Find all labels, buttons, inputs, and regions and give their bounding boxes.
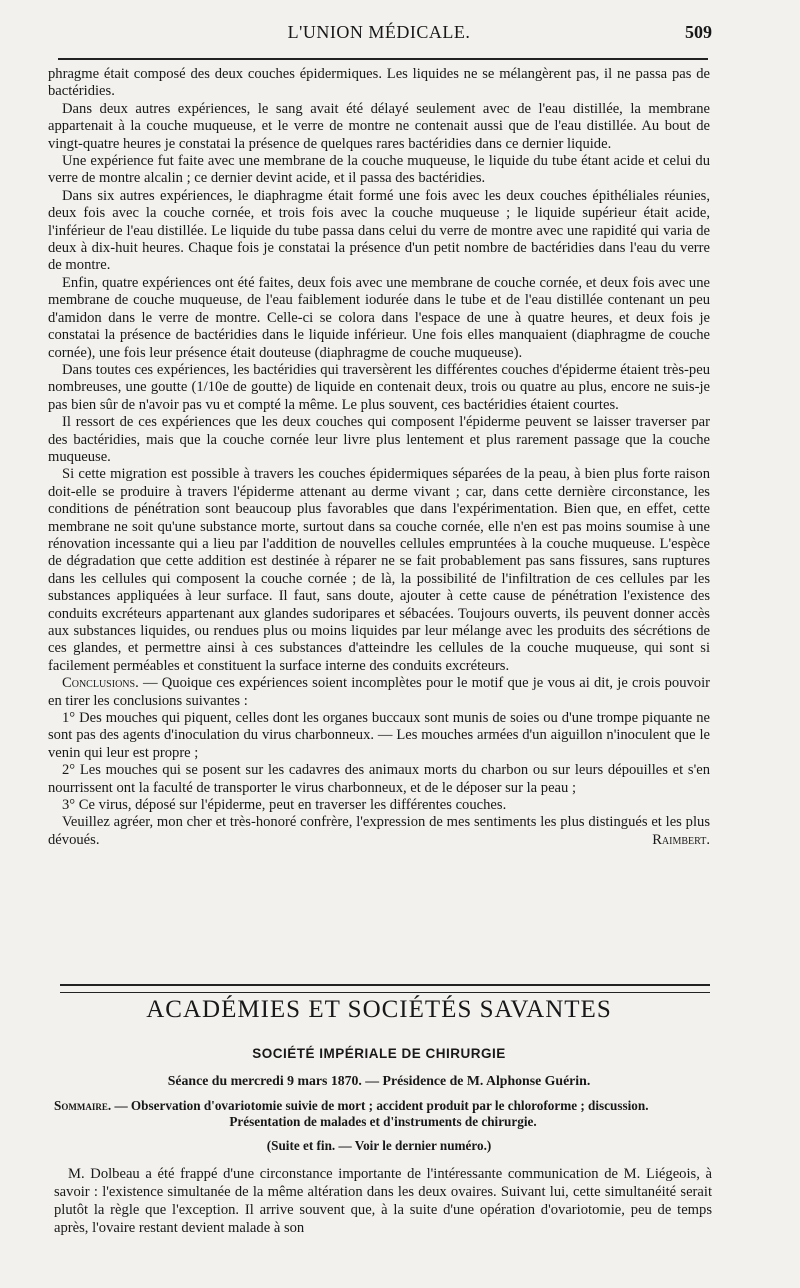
conclusions-text: — Quoique ces expériences soient incomplètes pour le motif que je vous ai dit, je crois pouvoir en tirer les conclusions suivantes : [48, 675, 710, 709]
conclusions-paragraph [48, 675, 710, 710]
conclusion-item: 1° Des mouches qui piquent, celles dont les organes buccaux sont munis de soies ou d'une trompe piquante ne sont pas des agents d'inoculation du virus charbonneux. — Les mouches armées d'un aiguillon n'inoculent que le venin qui leur est propre ; [48, 710, 710, 761]
header-rule [58, 58, 708, 60]
paragraph: Enfin, quatre expériences ont été faites, deux fois avec une membrane de couche cornée, et deux fois avec une membrane de couche muqueuse, de l'eau faiblement iodurée dans le tube et de l'eau distillée contenant un peu d'amidon dans le verre de montre. Celle-ci se colora dans l'espace de une à quatre heures, et deux fois je constatai la présence de bactéridies dans le liquide inférieur. Une fois elles manquaient (diaphragme de couche cornée), une fois leur présence était douteuse (diaphragme de couche muqueuse). [48, 274, 710, 361]
conclusions-label: Conclusions. [62, 675, 139, 692]
page-number: 509 [685, 22, 712, 42]
sommaire-line-2: Présentation de malades et d'instruments de chirurgie. [229, 1114, 537, 1129]
section-divider [60, 984, 710, 993]
paragraph: Dans deux autres expériences, le sang avait été délayé seulement avec de l'eau distillée, la membrane appartenait à la couche muqueuse, et le verre de montre ne contenait aussi que de l'eau distillée. Au bout de vingt-quatre heures je constatai la présence de quelques rares bactéridies dans ce dernier liquide. [48, 100, 710, 152]
sommaire-label: Sommaire. [54, 1098, 112, 1113]
sommaire-line-1: — Observation d'ovariotomie suivie de mort ; accident produit par le chloroforme ; discussion. [111, 1098, 649, 1113]
author-signature: Raimbert. [652, 831, 710, 848]
conclusion-item: 3° Ce virus, déposé sur l'épiderme, peut en traverser les différentes couches. [62, 797, 507, 814]
closing-paragraph [48, 814, 710, 849]
paragraph: Il ressort de ces expériences que les deux couches qui composent l'épiderme peuvent se laisser traverser par des bactéridies, mais que la couche cornée leur livre plus lentement et plus rarement passage que la couche muqueuse. [48, 414, 710, 465]
suite-note: (Suite et fin. — Voir le dernier numéro.) [266, 1138, 492, 1153]
sommaire [54, 1098, 712, 1130]
section-heading: ACADÉMIES ET SOCIÉTÉS SAVANTES [146, 996, 612, 1023]
closing-text: Veuillez agréer, mon cher et très-honoré confrère, l'expression de mes sentiments les plus distingués et les plus dévoués. [48, 814, 710, 848]
running-head [46, 22, 712, 48]
paragraph: Si cette migration est possible à travers les couches épidermiques séparées de la peau, à bien plus forte raison doit-elle se produire à travers l'épiderme attenant au derme vivant ; car, dans cette dernière circonstance, les conditions de pénétration sont beaucoup plus favorables que dans l'expérimentation. Bien que, en effet, cette membrane ne soit qu'une substance morte, surtout dans sa couche cornée, elle n'en est pas moins soumise à une rénovation incessante qui a lieu par l'addition de nouvelles cellules empruntées à la couche muqueuse. L'espèce de dégradation que cette addition est destinée à réparer ne se fait probablement pas sans fissures, sans ruptures dans les cellules qui composent la couche cornée ; de là, la possibilité de l'infiltration de ces cellules par les substances appliquées à leur surface. Il faut, sans doute, ajouter à cette cause de pénétration l'existence des conduits excréteurs appartenant aux glandes sudoripares et sébacées. Toujours ouverts, ils peuvent donner accès aux substances liquides, ou rendues plus ou moins liquides par leur mélange avec les produits des sécrétions de ces glandes, et permettre ainsi à ces substances d'atteindre les cellules de la couche muqueuse, qui sont si facilement perméables et constituent la surface interne des conduits excréteurs. [48, 466, 710, 674]
paragraph: Une expérience fut faite avec une membrane de la couche muqueuse, le liquide du tube étant acide et celui du verre de montre alcalin ; ce dernier devint acide, et il passa des bactéridies. [48, 153, 710, 187]
session-report [54, 1165, 712, 1237]
paragraph: Dans toutes ces expériences, les bactéridies qui traversèrent les différentes couches d'épiderme étaient très-peu nombreuses, une goutte (1/10e de goutte) de liquide en contenait deux, trois ou quatre au plus, encore ne suis-je pas bien sûr de n'avoir pas vu et compté la même. Le plus souvent, ces bactéridies étaient courtes. [48, 361, 710, 413]
paragraph: phragme était composé des deux couches épidermiques. Les liquides ne se mélangèrent pas, il ne passa pas de bactéridies. [48, 66, 710, 100]
society-heading: SOCIÉTÉ IMPÉRIALE DE CHIRURGIE [252, 1046, 506, 1061]
running-title: L'UNION MÉDICALE. [287, 22, 471, 42]
conclusion-item: 2° Les mouches qui se posent sur les cadavres des animaux morts du charbon ou sur leurs dépouilles et s'en nourrissent ont la faculté de transporter le virus charbonneux, et de le déposer sur la peau ; [48, 762, 710, 796]
session-line: Séance du mercredi 9 mars 1870. — Présidence de M. Alphonse Guérin. [167, 1073, 591, 1088]
paragraph: M. Dolbeau a été frappé d'une circonstance importante de l'intéressante communication de M. Liégeois, à savoir : l'existence simultanée de la même altération dans les deux ovaires. Suivant lui, cette simultanéité serait plutôt la règle que l'exception. Il arrive souvent que, à la suite d'une opération d'ovariotomie, peu de temps après, l'ovaire restant devient malade à son [54, 1166, 712, 1236]
article-body [48, 66, 710, 849]
paragraph: Dans six autres expériences, le diaphragme était formé une fois avec les deux couches épithéliales réunies, deux fois avec la couche cornée, et trois fois avec la couche muqueuse ; le liquide supérieur était acide, l'inférieur de l'eau distillée. Le liquide du tube passa dans celui du verre de montre avec une rapidité qui varia de deux à dix-huit heures. Chaque fois je constatai la présence d'un petit nombre de bactéridies dans l'eau du verre de montre. [48, 187, 710, 274]
